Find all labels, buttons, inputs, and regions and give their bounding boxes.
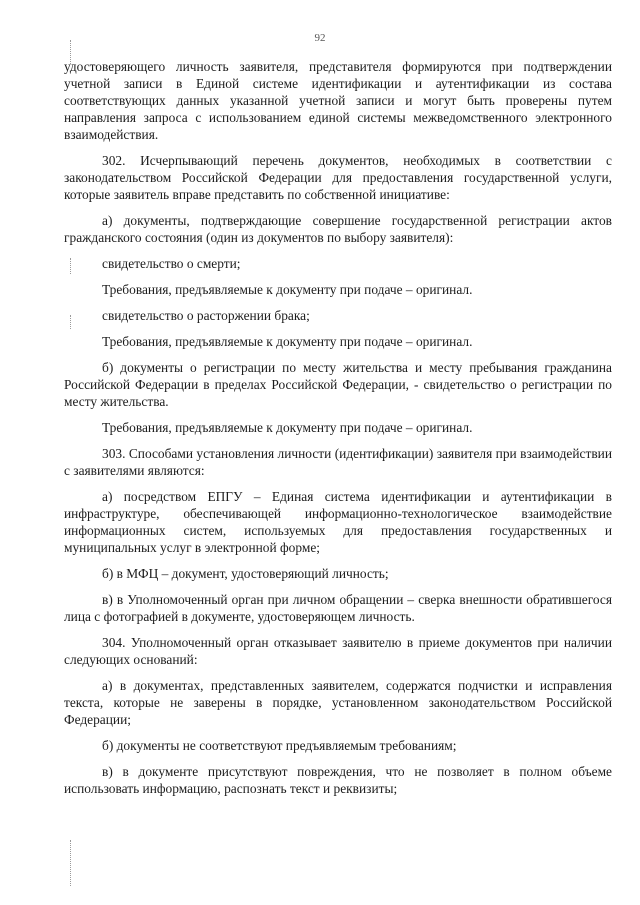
paragraph: Требования, предъявляемые к документу при подаче – оригинал. [102,420,473,435]
paragraph: 302. Исчерпывающий перечень документов, необходимых в соответствии с законодательством Российской Федерации для предоставления государственной услуги, которые заявитель вправе представить по собственной инициативе: [64,153,612,202]
page-number: 92 [314,32,326,44]
paragraph: Требования, предъявляемые к документу при подаче – оригинал. [102,282,473,297]
paragraph: 304. Уполномоченный орган отказывает заявителю в приеме документов при наличии следующих оснований: [64,635,612,667]
paragraph: в) в Уполномоченный орган при личном обращении – сверка внешности обратившегося лица с фотографией в документе, удостоверяющем личность. [64,592,612,624]
paragraph: удостоверяющего личность заявителя, представителя формируются при подтверждении учетной записи в Единой системе идентификации и аутентификации из состава соответствующих данных указанной учетной записи и могут быть проверены путем направления запроса с использованием единой системы межведомственного электронного взаимодействия. [64,59,612,142]
paragraph: 303. Способами установления личности (идентификации) заявителя при взаимодействии с заявителями являются: [64,446,612,478]
paragraph: Требования, предъявляемые к документу при подаче – оригинал. [102,334,473,349]
paragraph: свидетельство о расторжении брака; [102,308,310,323]
document-body [64,58,612,806]
paragraph: а) посредством ЕПГУ – Единая система идентификации и аутентификации в инфраструктуре, обеспечивающей информационно-технологическое взаимодействие информационных систем, используемых для предоставления государственных и муниципальных услуг в электронной форме; [64,489,612,555]
paragraph: б) в МФЦ – документ, удостоверяющий личность; [102,566,389,581]
paragraph: б) документы о регистрации по месту жительства и месту пребывания гражданина Российской Федерации в пределах Российской Федерации, - свидетельство о регистрации по месту жительства. [64,360,612,409]
paragraph: свидетельство о смерти; [102,256,241,271]
paragraph: а) документы, подтверждающие совершение государственной регистрации актов гражданского состояния (один из документов по выбору заявителя): [64,213,612,245]
paragraph: в) в документе присутствуют повреждения, что не позволяет в полном объеме использовать информацию, распознать текст и реквизиты; [64,764,612,796]
paragraph: б) документы не соответствуют предъявляемым требованиям; [102,738,457,753]
margin-scan-mark [70,840,72,886]
paragraph: а) в документах, представленных заявителем, содержатся подчистки и исправления текста, которые не заверены в порядке, установленном законодательством Российской Федерации; [64,678,612,727]
